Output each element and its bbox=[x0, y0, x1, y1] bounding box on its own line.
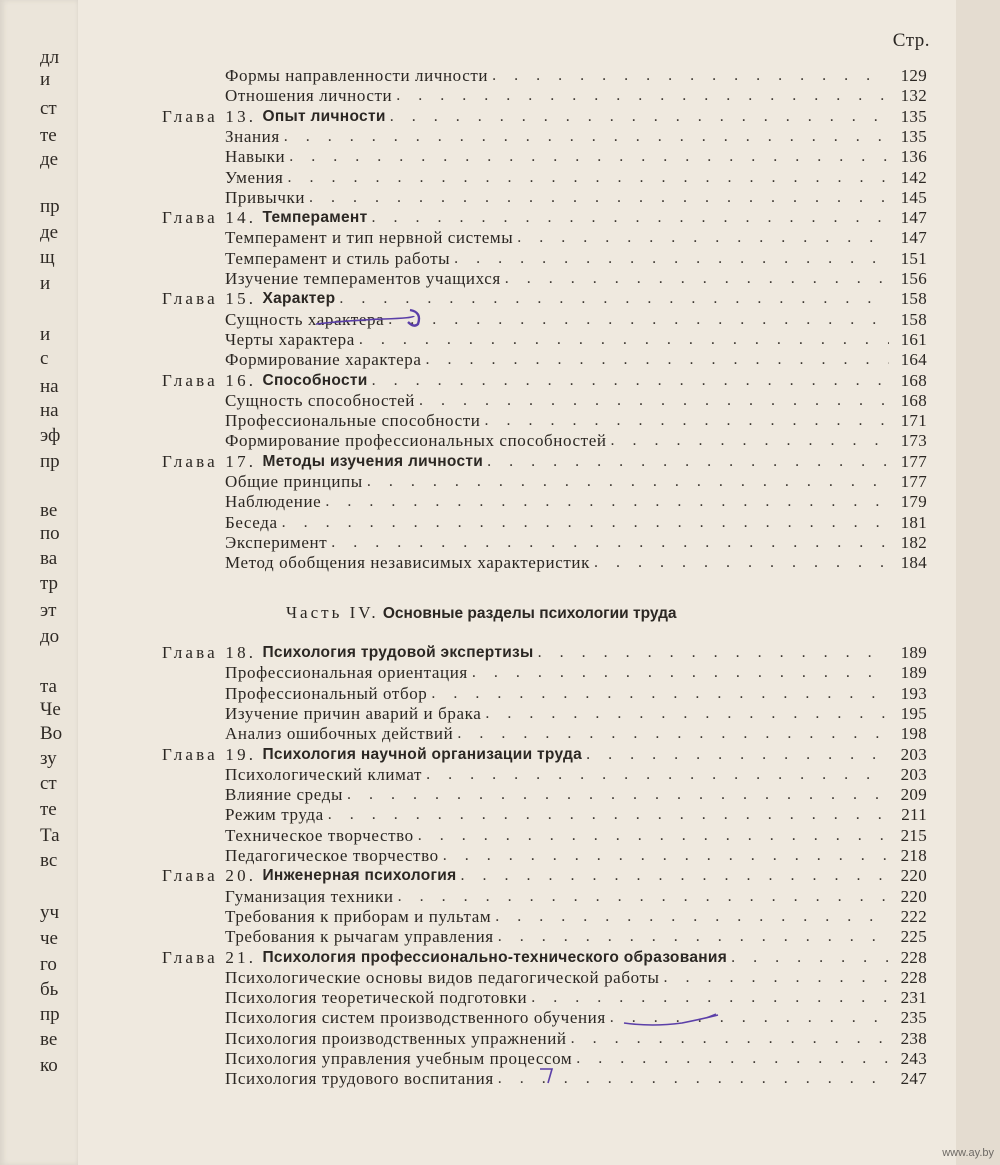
toc-section-row bbox=[225, 1049, 927, 1069]
adjacent-page-fragment: Че bbox=[40, 699, 61, 720]
section-title: Формирование профессиональных способностей bbox=[225, 431, 607, 451]
chapter-number: Глава 21. bbox=[162, 947, 257, 967]
toc-section-row bbox=[225, 968, 927, 988]
chapter-number: Глава 18. bbox=[162, 643, 257, 662]
section-title: Изучение темпераментов учащихся bbox=[225, 269, 501, 288]
dot-leader bbox=[664, 968, 890, 988]
page-number: 222 bbox=[900, 906, 927, 926]
page-number: 225 bbox=[900, 927, 927, 947]
page-number: 235 bbox=[900, 1008, 927, 1028]
section-title: Психология систем производственного обучения bbox=[225, 1008, 606, 1028]
dot-leader bbox=[325, 492, 889, 512]
toc-section-row bbox=[225, 188, 927, 208]
section-title: Требования к рычагам управления bbox=[225, 927, 494, 947]
toc-section-row bbox=[225, 724, 927, 744]
dot-leader bbox=[284, 127, 889, 147]
dot-leader bbox=[443, 846, 889, 866]
section-title: Наблюдение bbox=[225, 492, 322, 512]
toc-chapter-row bbox=[162, 452, 927, 472]
page-number: 198 bbox=[900, 724, 927, 744]
page-number: 220 bbox=[900, 886, 927, 906]
dot-leader bbox=[731, 948, 889, 968]
page-number: 228 bbox=[900, 947, 927, 967]
page-number: 173 bbox=[900, 431, 927, 451]
toc-section-row bbox=[225, 826, 927, 846]
chapter-number: Глава 17. bbox=[162, 451, 257, 471]
section-title: Сущность способностей bbox=[225, 390, 416, 410]
page-number: 231 bbox=[900, 988, 927, 1008]
toc-section-row bbox=[225, 249, 927, 269]
dot-leader bbox=[538, 643, 889, 663]
section-title: Изучение причин аварий и брака bbox=[225, 703, 482, 723]
dot-leader bbox=[426, 765, 889, 785]
dot-leader bbox=[495, 907, 889, 927]
page-number: 193 bbox=[900, 683, 927, 703]
section-title: Навыки bbox=[225, 147, 286, 167]
chapter-title: Характер bbox=[262, 290, 336, 308]
toc-section-row bbox=[225, 1008, 927, 1028]
page-number: 168 bbox=[900, 390, 927, 410]
page-number: 203 bbox=[900, 764, 927, 784]
section-title: Черты характера bbox=[225, 329, 355, 349]
toc-section-row bbox=[225, 663, 927, 683]
page-number: 161 bbox=[900, 329, 927, 349]
dot-leader bbox=[372, 371, 889, 391]
dot-leader bbox=[498, 927, 889, 947]
chapter-title: Способности bbox=[262, 371, 368, 389]
dot-leader bbox=[388, 310, 889, 330]
adjacent-page-fragment: та bbox=[40, 676, 57, 697]
toc-section-row bbox=[225, 765, 927, 785]
chapter-number: Глава 13. bbox=[162, 106, 257, 126]
watermark: www.ay.by bbox=[942, 1147, 994, 1159]
page-number: 184 bbox=[900, 553, 927, 573]
dot-leader bbox=[498, 1069, 889, 1089]
adjacent-page-fragment: до bbox=[40, 626, 60, 647]
section-title: Привычки bbox=[225, 187, 306, 207]
toc-section-row bbox=[225, 533, 927, 553]
section-title: Психологические основы видов педагогической работы bbox=[225, 967, 660, 987]
toc-section-row bbox=[225, 704, 927, 724]
toc-chapter-row bbox=[162, 107, 927, 127]
section-title: Отношения личности bbox=[225, 86, 393, 106]
dot-leader bbox=[457, 724, 889, 744]
section-title: Формирование характера bbox=[225, 350, 422, 370]
dot-leader bbox=[485, 704, 889, 724]
section-title: Эксперимент bbox=[225, 532, 328, 552]
adjacent-page-fragment: дл bbox=[40, 47, 60, 68]
adjacent-page-fragment: и bbox=[40, 324, 51, 345]
dot-leader bbox=[331, 533, 889, 553]
section-title: Техническое творчество bbox=[225, 825, 414, 845]
chapter-title: Опыт личности bbox=[262, 107, 386, 125]
toc-chapter-row bbox=[162, 866, 927, 886]
adjacent-page-fragment: пр bbox=[40, 451, 60, 472]
dot-leader bbox=[531, 988, 889, 1008]
dot-leader bbox=[505, 269, 889, 289]
page-number: 189 bbox=[900, 663, 927, 683]
toc-section-row bbox=[225, 472, 927, 492]
page-number: 211 bbox=[901, 805, 927, 825]
dot-leader bbox=[390, 107, 889, 127]
section-title: Умения bbox=[225, 167, 284, 187]
dot-leader bbox=[431, 684, 889, 704]
toc-section-row bbox=[225, 168, 927, 188]
adjacent-page-fragment: эт bbox=[40, 600, 57, 621]
toc-section-row bbox=[225, 66, 927, 86]
chapter-number: Глава 14. bbox=[162, 208, 257, 228]
toc-section-row bbox=[225, 927, 927, 947]
toc-section-row bbox=[225, 391, 927, 411]
toc-section-row bbox=[225, 350, 927, 370]
page-number: 218 bbox=[900, 846, 927, 865]
page-number: 189 bbox=[900, 643, 927, 662]
dot-leader bbox=[371, 208, 889, 228]
adjacent-page-fragment: зу bbox=[40, 748, 57, 769]
toc-chapter-row bbox=[162, 643, 927, 663]
section-title: Профессиональные способности bbox=[225, 411, 481, 431]
toc-chapter-row bbox=[162, 371, 927, 391]
toc-section-row bbox=[225, 228, 927, 248]
adjacent-page-fragment: ве bbox=[40, 1029, 58, 1050]
section-title: Формы направленности личности bbox=[225, 66, 489, 85]
toc-section-row bbox=[225, 553, 927, 573]
toc-chapter-row bbox=[162, 289, 927, 309]
right-margin bbox=[956, 0, 1000, 1165]
page-number: 135 bbox=[900, 126, 927, 146]
dot-leader bbox=[610, 1008, 889, 1028]
page-number: 147 bbox=[900, 228, 927, 248]
dot-leader bbox=[287, 168, 889, 188]
page-number: 179 bbox=[900, 492, 927, 512]
toc-section-row bbox=[225, 988, 927, 1008]
adjacent-page-fragment: и bbox=[40, 273, 51, 294]
section-title: Общие принципы bbox=[225, 472, 363, 491]
section-title: Анализ ошибочных действий bbox=[225, 724, 454, 744]
adjacent-page-fragment: эф bbox=[40, 425, 61, 446]
dot-leader bbox=[426, 350, 890, 370]
toc-section-row bbox=[225, 785, 927, 805]
adjacent-page-fragment: на bbox=[40, 376, 59, 397]
dot-leader bbox=[460, 866, 889, 886]
dot-leader bbox=[571, 1029, 889, 1049]
page-number: 142 bbox=[900, 167, 927, 187]
page-number: 135 bbox=[900, 106, 927, 126]
section-title: Знания bbox=[225, 126, 280, 146]
dot-leader bbox=[328, 805, 889, 825]
page-number: 182 bbox=[900, 532, 927, 552]
toc-section-row bbox=[225, 127, 927, 147]
page-number: 220 bbox=[900, 866, 927, 886]
toc-section-row bbox=[225, 887, 927, 907]
adjacent-page-fragment: бь bbox=[40, 979, 59, 1000]
adjacent-page-fragment: ко bbox=[40, 1055, 58, 1076]
section-title: Метод обобщения независимых характеристик bbox=[225, 553, 590, 573]
section-title: Беседа bbox=[225, 512, 278, 532]
section-title: Влияние среды bbox=[225, 785, 343, 805]
adjacent-page-fragment: те bbox=[40, 799, 57, 820]
dot-leader bbox=[484, 411, 889, 431]
dot-leader bbox=[398, 887, 889, 907]
dot-leader bbox=[309, 188, 889, 208]
chapter-title: Психология трудовой экспертизы bbox=[262, 644, 534, 661]
dot-leader bbox=[611, 431, 889, 451]
page-number: 168 bbox=[900, 370, 927, 390]
toc-section-row bbox=[225, 147, 927, 167]
adjacent-page-fragment: ва bbox=[40, 548, 58, 569]
page-number: 209 bbox=[900, 785, 927, 805]
adjacent-page-fragment: пр bbox=[40, 196, 60, 217]
dot-leader bbox=[454, 249, 889, 269]
toc-section-row bbox=[225, 431, 927, 451]
page-number: 177 bbox=[900, 451, 927, 471]
toc-section-row bbox=[225, 513, 927, 533]
adjacent-page-fragment: щ bbox=[40, 247, 55, 268]
adjacent-page-fragment: по bbox=[40, 523, 60, 544]
dot-leader bbox=[396, 86, 889, 106]
page-number: 215 bbox=[900, 825, 927, 845]
section-title: Требования к приборам и пультам bbox=[225, 906, 492, 926]
section-title: Психологический климат bbox=[225, 764, 423, 784]
section-title: Сущность характера bbox=[225, 309, 385, 329]
page-number: 158 bbox=[900, 289, 927, 309]
adjacent-page-fragment: де bbox=[40, 222, 59, 243]
adjacent-page-fragment: Во bbox=[40, 723, 63, 744]
adjacent-page-fragment: тр bbox=[40, 573, 59, 594]
dot-leader bbox=[418, 826, 889, 846]
section-title: Психология трудового воспитания bbox=[225, 1069, 494, 1089]
toc-chapter-row bbox=[162, 208, 927, 228]
page-number: 171 bbox=[900, 411, 927, 431]
adjacent-page-fragment: Та bbox=[40, 825, 60, 846]
toc-chapter-row bbox=[162, 948, 927, 968]
page-number: 158 bbox=[900, 309, 927, 329]
toc-section-row bbox=[225, 411, 927, 431]
dot-leader bbox=[487, 452, 889, 472]
page-number: 145 bbox=[900, 187, 927, 207]
chapter-number: Глава 16. bbox=[162, 370, 257, 390]
section-title: Психология теоретической подготовки bbox=[225, 988, 528, 1008]
page-number: 156 bbox=[900, 269, 927, 288]
adjacent-page-fragment: де bbox=[40, 149, 59, 170]
adjacent-page-fragment: и bbox=[40, 69, 51, 90]
dot-leader bbox=[339, 289, 889, 309]
page-number: 228 bbox=[900, 967, 927, 987]
chapter-title: Психология научной организации труда bbox=[262, 745, 583, 763]
section-title: Психология производственных упражнений bbox=[225, 1028, 567, 1048]
toc-section-row bbox=[225, 684, 927, 704]
page-number: 247 bbox=[900, 1069, 927, 1089]
page-number: 132 bbox=[900, 86, 927, 106]
adjacent-page-fragment: на bbox=[40, 400, 59, 421]
adjacent-page-fragment: че bbox=[40, 928, 58, 949]
page-number: 238 bbox=[900, 1028, 927, 1048]
adjacent-page-fragment: ве bbox=[40, 500, 58, 521]
dot-leader bbox=[367, 472, 889, 492]
dot-leader bbox=[289, 147, 889, 167]
dot-leader bbox=[586, 745, 889, 765]
chapter-title: Темперамент bbox=[262, 209, 368, 227]
adjacent-page-fragment: вс bbox=[40, 850, 58, 871]
toc-section-row bbox=[225, 492, 927, 512]
dot-leader bbox=[282, 513, 889, 533]
chapter-number: Глава 19. bbox=[162, 744, 257, 764]
page-number: 195 bbox=[900, 703, 927, 723]
dot-leader bbox=[419, 391, 889, 411]
dot-leader bbox=[594, 553, 889, 573]
chapter-title: Методы изучения личности bbox=[262, 452, 484, 470]
section-title: Темперамент и стиль работы bbox=[225, 248, 451, 268]
section-title: Темперамент и тип нервной системы bbox=[225, 228, 514, 248]
section-title: Гуманизация техники bbox=[225, 886, 394, 906]
section-title: Психология управления учебным процессом bbox=[225, 1049, 573, 1068]
page-number: 203 bbox=[900, 744, 927, 764]
section-title: Педагогическое творчество bbox=[225, 846, 439, 865]
adjacent-page-fragment: ст bbox=[40, 98, 57, 119]
section-title: Режим труда bbox=[225, 805, 324, 825]
toc-section-row bbox=[225, 310, 927, 330]
page-column-header: Стр. bbox=[892, 30, 930, 51]
page-number: 136 bbox=[900, 147, 927, 167]
adjacent-page-fragment: го bbox=[40, 954, 57, 975]
toc-section-row bbox=[225, 86, 927, 106]
dot-leader bbox=[492, 66, 889, 86]
dot-leader bbox=[472, 663, 889, 683]
page-number: 177 bbox=[900, 472, 927, 491]
page-number: 181 bbox=[900, 512, 927, 532]
chapter-number: Глава 20. bbox=[162, 866, 257, 886]
dot-leader bbox=[359, 330, 889, 350]
part-heading-prefix: Часть IV. bbox=[286, 603, 379, 622]
adjacent-page-fragment: те bbox=[40, 125, 57, 146]
toc-section-row bbox=[225, 805, 927, 825]
page-number: 164 bbox=[900, 350, 927, 370]
toc-section-row bbox=[225, 330, 927, 350]
chapter-title: Психология профессионально-технического образования bbox=[262, 948, 728, 966]
part-heading bbox=[286, 603, 677, 623]
page-number: 151 bbox=[900, 248, 927, 268]
adjacent-page-fragment: с bbox=[40, 348, 49, 369]
toc-section-row bbox=[225, 1029, 927, 1049]
page-number: 243 bbox=[900, 1049, 927, 1068]
toc-section-row bbox=[225, 269, 927, 289]
dot-leader bbox=[576, 1049, 889, 1069]
toc-section-row bbox=[225, 846, 927, 866]
page-number: 129 bbox=[900, 66, 927, 85]
toc-section-row bbox=[225, 907, 927, 927]
section-title: Профессиональная ориентация bbox=[225, 663, 468, 683]
section-title: Профессиональный отбор bbox=[225, 683, 428, 703]
dot-leader bbox=[517, 228, 889, 248]
page-number: 147 bbox=[900, 208, 927, 228]
adjacent-page-fragment: ст bbox=[40, 773, 57, 794]
adjacent-page-fragment: пр bbox=[40, 1004, 60, 1025]
chapter-title: Инженерная психология bbox=[262, 867, 457, 885]
adjacent-page-fragment: уч bbox=[40, 902, 60, 923]
toc-section-row bbox=[225, 1069, 927, 1089]
part-heading-title: Основные разделы психологии труда bbox=[382, 605, 677, 622]
chapter-number: Глава 15. bbox=[162, 289, 257, 309]
dot-leader bbox=[347, 785, 889, 805]
toc-chapter-row bbox=[162, 745, 927, 765]
